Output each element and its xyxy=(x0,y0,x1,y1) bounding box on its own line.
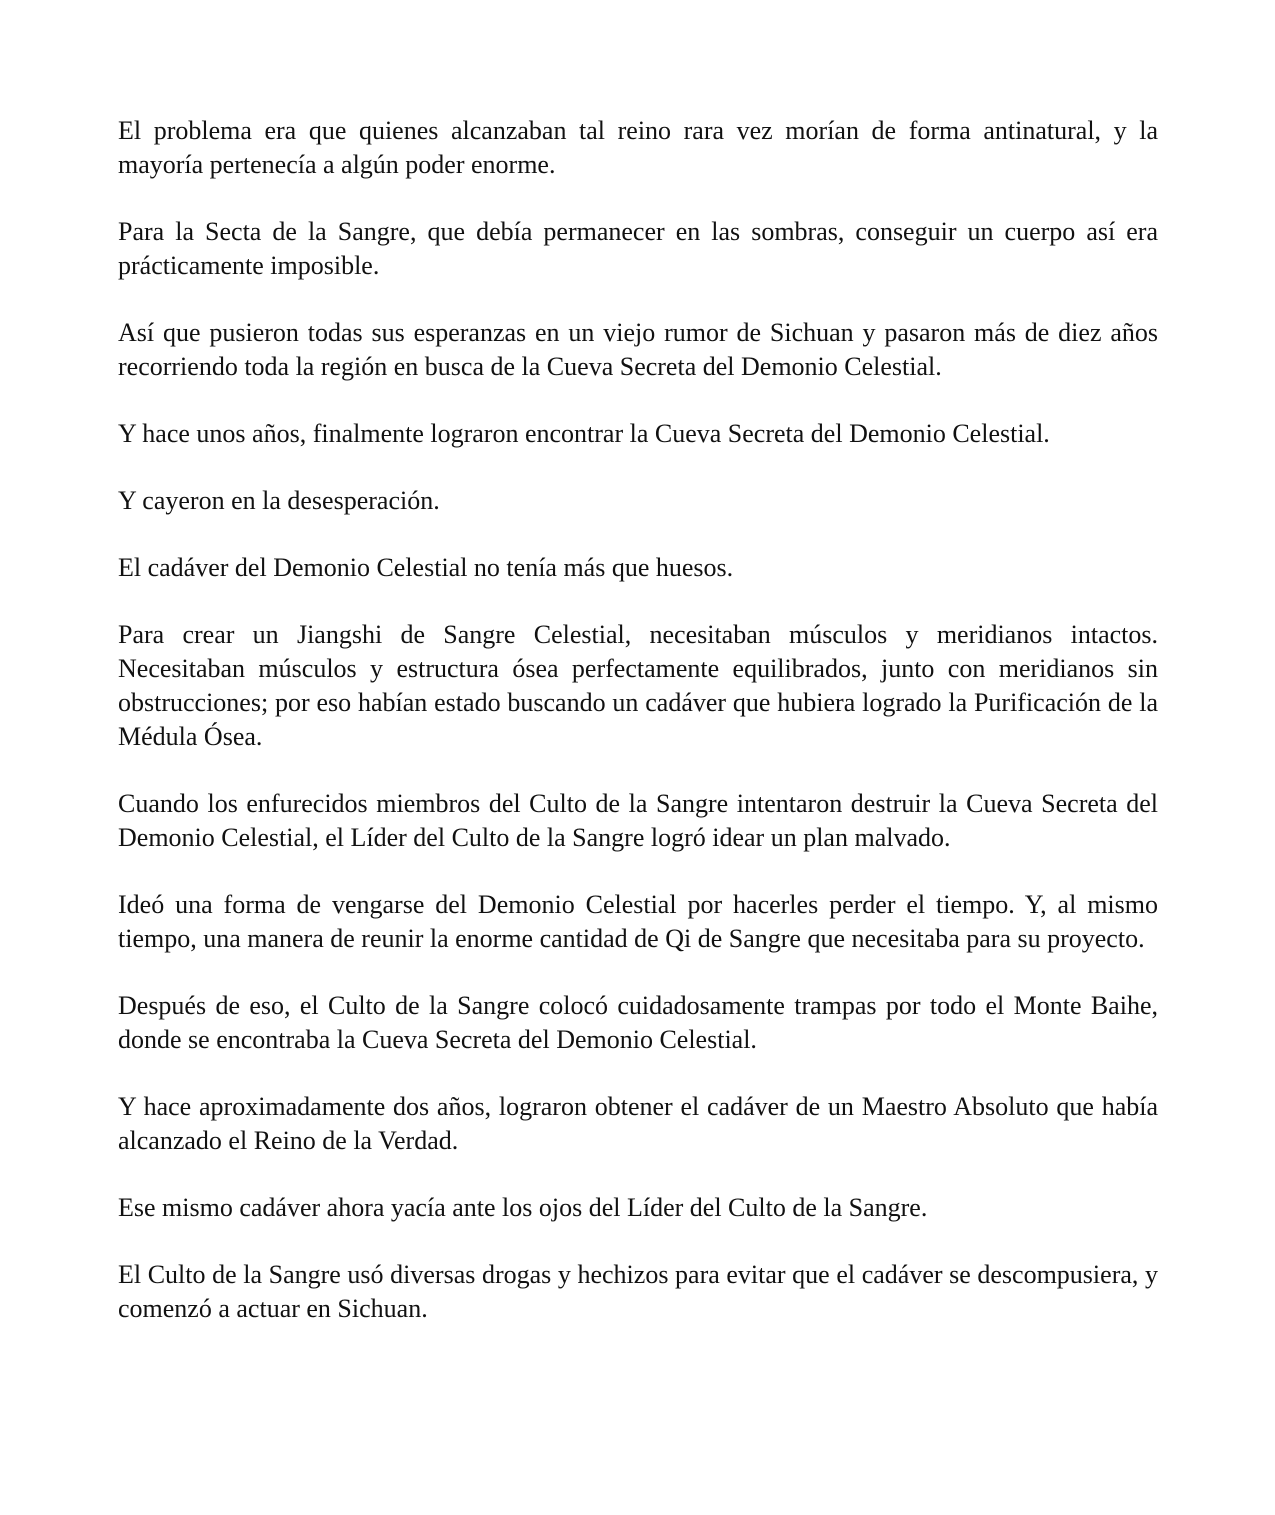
paragraph-2: Para la Secta de la Sangre, que debía permanecer en las sombras, conseguir un cuerpo así era prácticamente imposible. xyxy=(118,217,1158,280)
paragraph-9: Ideó una forma de vengarse del Demonio Celestial por hacerles perder el tiempo. Y, al mismo tiempo, una manera de reunir la enorme cantidad de Qi de Sangre que necesitaba para su proyecto. xyxy=(118,890,1158,953)
paragraph-10: Después de eso, el Culto de la Sangre colocó cuidadosamente trampas por todo el Monte Baihe, donde se encontraba la Cueva Secreta del Demonio Celestial. xyxy=(118,991,1158,1054)
paragraph-6: El cadáver del Demonio Celestial no tenía más que huesos. xyxy=(118,553,734,582)
paragraph-13: El Culto de la Sangre usó diversas drogas y hechizos para evitar que el cadáver se descompusiera, y comenzó a actuar en Sichuan. xyxy=(118,1260,1158,1323)
document-page xyxy=(118,114,1158,1359)
paragraph-4: Y hace unos años, finalmente lograron encontrar la Cueva Secreta del Demonio Celestial. xyxy=(118,419,1050,448)
paragraph-11: Y hace aproximadamente dos años, lograron obtener el cadáver de un Maestro Absoluto que había alcanzado el Reino de la Verdad. xyxy=(118,1092,1158,1155)
paragraph-1: El problema era que quienes alcanzaban tal reino rara vez morían de forma antinatural, y la mayoría pertenecía a algún poder enorme. xyxy=(118,116,1158,179)
paragraph-8: Cuando los enfurecidos miembros del Culto de la Sangre intentaron destruir la Cueva Secreta del Demonio Celestial, el Líder del Culto de la Sangre logró idear un plan malvado. xyxy=(118,789,1158,852)
paragraph-7: Para crear un Jiangshi de Sangre Celestial, necesitaban músculos y meridianos intactos. Necesitaban músculos y estructura ósea perfectamente equilibrados, junto con meridianos sin obstrucciones; por eso habían estado buscando un cadáver que hubiera logrado la Purificación de la Médula Ósea. xyxy=(118,620,1158,751)
paragraph-5: Y cayeron en la desesperación. xyxy=(118,486,440,515)
paragraph-12: Ese mismo cadáver ahora yacía ante los ojos del Líder del Culto de la Sangre. xyxy=(118,1193,928,1222)
paragraph-3: Así que pusieron todas sus esperanzas en un viejo rumor de Sichuan y pasaron más de diez años recorriendo toda la región en busca de la Cueva Secreta del Demonio Celestial. xyxy=(118,318,1158,381)
